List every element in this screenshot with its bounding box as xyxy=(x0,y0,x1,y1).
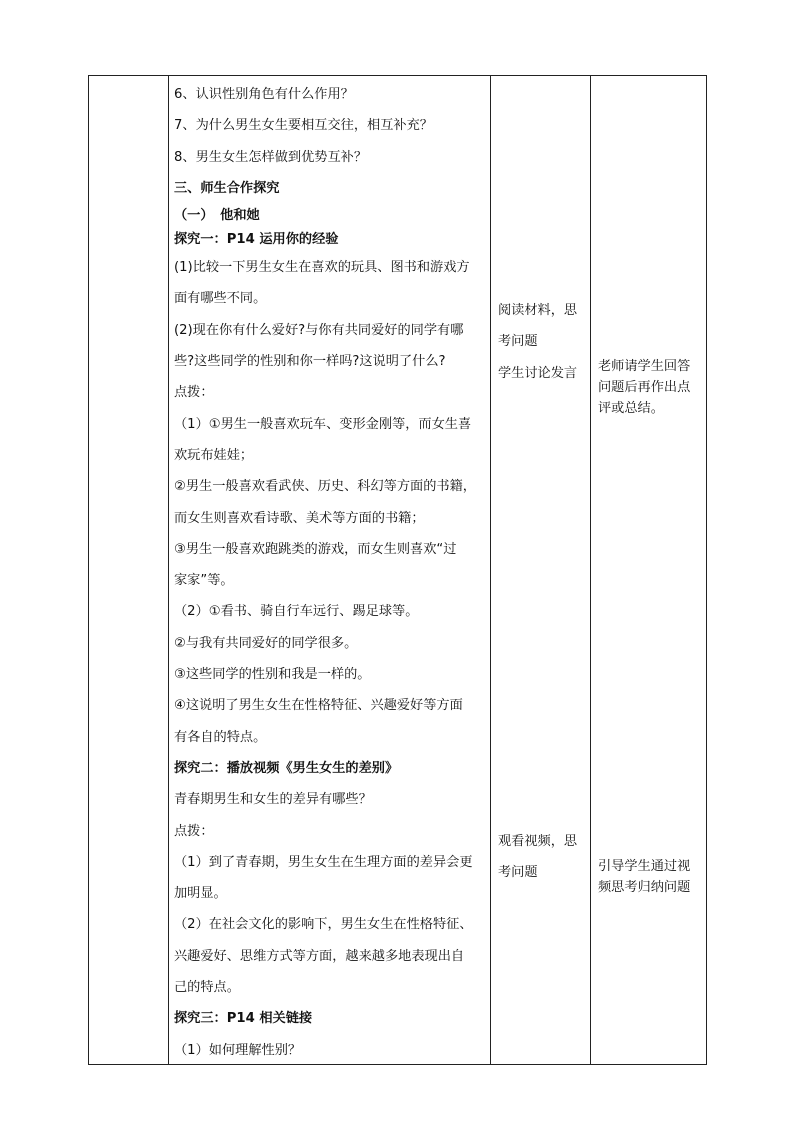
student-activity-line: 考问题 xyxy=(498,334,538,350)
student-activity-line: 阅读材料，思 xyxy=(498,303,578,318)
content-line: (1)比较一下男生女生在喜欢的玩具、图书和游戏方 xyxy=(174,260,470,276)
content-line: ②与我有共同爱好的同学很多。 xyxy=(174,635,358,651)
teacher-activity-line: 引导学生通过视 xyxy=(598,859,691,874)
content-line: （1）到了青春期，男生女生在生理方面的差异会更 xyxy=(174,854,473,870)
content-line: （1）如何理解性别？ xyxy=(174,1042,302,1058)
content-line: ②男生一般喜欢看武侠、历史、科幻等方面的书籍， xyxy=(174,479,476,495)
content-line: （2）①看书、骑自行车远行、踢足球等。 xyxy=(174,604,419,620)
section-heading: 探究一：P14 运用你的经验 xyxy=(174,232,339,248)
content-line: ④这说明了男生女生在性格特征、兴趣爱好等方面 xyxy=(174,698,463,714)
section-heading: （一） 他和她 xyxy=(174,208,260,224)
content-line: (2)现在你有什么爱好?与你有共同爱好的同学有哪 xyxy=(174,322,464,338)
content-line: 欢玩布娃娃； xyxy=(174,447,254,463)
content-line: 有各自的特点。 xyxy=(174,729,267,745)
content-line: 兴趣爱好、思维方式等方面，越来越多地表现出自 xyxy=(174,948,465,964)
content-line: 面有哪些不同。 xyxy=(174,291,267,307)
student-activity-cell-1 xyxy=(491,295,591,389)
lesson-table xyxy=(88,75,707,1065)
column-divider xyxy=(590,76,591,1064)
teacher-activity-cell-1 xyxy=(591,356,707,419)
content-line: 7、为什么男生女生要相互交往，相互补充？ xyxy=(174,118,433,134)
section-heading: 探究三：P14 相关链接 xyxy=(174,1011,313,1027)
student-activity-line: 考问题 xyxy=(498,865,538,881)
teacher-activity-line: 老师请学生回答 xyxy=(598,359,691,374)
content-line: 己的特点。 xyxy=(174,980,240,996)
content-line: 些?这些同学的性别和你一样吗?这说明了什么? xyxy=(174,354,446,370)
content-line: 家家”等。 xyxy=(174,573,234,589)
content-line: 而女生则喜欢看诗歌、美术等方面的书籍； xyxy=(174,510,425,526)
student-activity-cell-2 xyxy=(491,826,591,889)
teacher-activity-line: 评或总结。 xyxy=(598,401,664,416)
section-heading: 探究二：播放视频《男生女生的差别》 xyxy=(174,760,399,776)
section-heading: 三、师生合作探究 xyxy=(174,180,280,196)
content-line: 加明显。 xyxy=(174,886,227,902)
content-line: 点拨： xyxy=(174,385,214,401)
teaching-content-cell xyxy=(169,76,491,1066)
content-line: （1）①男生一般喜欢玩车、变形金刚等，而女生喜 xyxy=(174,416,472,432)
content-line: 8、男生女生怎样做到优势互补？ xyxy=(174,149,368,165)
content-line: 点拨： xyxy=(174,823,214,839)
teacher-activity-cell-2 xyxy=(591,856,707,898)
student-activity-line: 学生讨论发言 xyxy=(498,365,578,381)
content-line: ③男生一般喜欢跑跳类的游戏，而女生则喜欢“过 xyxy=(174,541,457,557)
content-line: 青春期男生和女生的差异有哪些？ xyxy=(174,792,372,808)
content-line: （2）在社会文化的影响下，男生女生在性格特征、 xyxy=(174,917,473,933)
teacher-activity-line: 频思考归纳问题 xyxy=(598,880,691,895)
student-activity-line: 观看视频，思 xyxy=(498,834,578,849)
content-line: 6、认识性别角色有什么作用？ xyxy=(174,87,354,102)
content-line: ③这些同学的性别和我是一样的。 xyxy=(174,667,371,683)
teacher-activity-line: 问题后再作出点 xyxy=(598,380,691,395)
